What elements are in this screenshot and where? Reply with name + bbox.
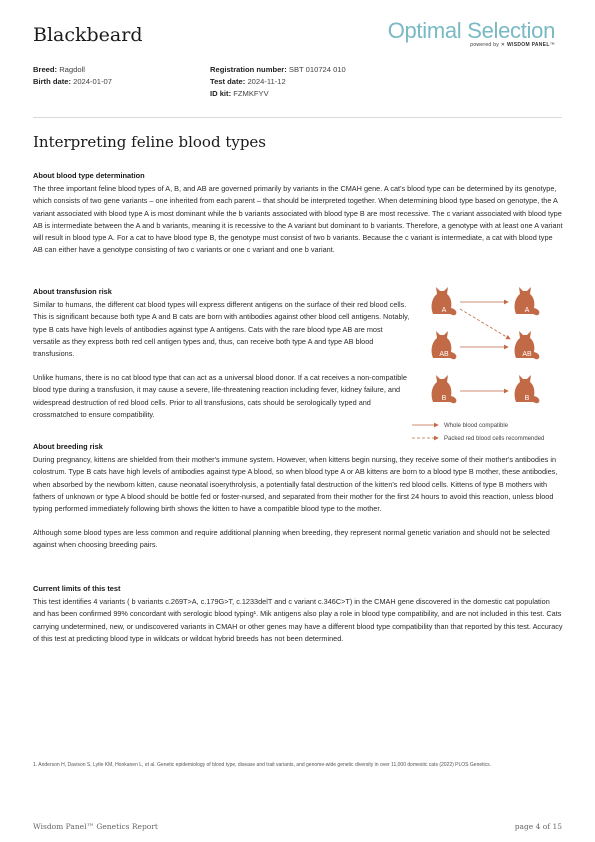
meta-birth [33, 76, 112, 88]
blood-type-section [33, 170, 563, 256]
breed-value: Ragdoll [59, 65, 85, 74]
registration-value: SBT 010724 010 [288, 65, 346, 74]
legend-solid-label: Whole blood compatible [444, 423, 509, 429]
kit-value: FZMKFYV [233, 89, 269, 98]
cat-label-ab-recipient: AB [522, 351, 532, 358]
footer-page-number: page 4 of 15 [514, 822, 562, 831]
transfusion-text-1: Similar to humans, the different cat blood types will express different antigens on the surface of their red blood cells. This is significant because both type A and B cats are born with antibodies against other blood cell antigens. Notably, type B cats have high levels of antibodies against type A antigens. Cats with the rare blood type AB are most versatile as they express both red cell antigen types and, thus, can receive both type A and type AB blood transfusions. [33, 300, 410, 359]
arrow-a-to-ab-dashed [460, 309, 510, 339]
limits-text: This test identifies 4 variants ( b variants c.269T>A, c.179G>T, c.1233delT and c variant c.346C>T) in the CMAH gene discovered in the domestic cat population and has been confirmed 99% concordant with serologic blood typing¹. Mik antigens also play a role in blood type compatibility, and are not included in this test. Cats carrying undetermined, new, or undiscovered variants in CMAH or other genes may have a different blood type compatibility than that reported by this test. Accuracy of this test at predicting blood type in wildcats or wildcat hybrid breeds has not been determined. [33, 597, 563, 643]
wisdom-panel-icon: ✕ [500, 42, 506, 48]
meta-test-date [210, 76, 346, 88]
breeding-text-2: Although some blood types are less common and require additional planning when breeding, they represent normal genetic variation and should not be selected against when choosing breeding pairs. [33, 528, 550, 550]
test-date-label: Test date: [210, 77, 246, 86]
limits-section [33, 583, 563, 645]
registration-label: Registration number: [210, 65, 287, 74]
meta-breed [33, 64, 112, 76]
breed-label: Breed: [33, 65, 58, 74]
cat-label-b-recipient: B [524, 395, 530, 402]
legend-dashed-label: Packed red blood cells recommended [444, 436, 545, 442]
breeding-heading: About breeding risk [33, 442, 103, 451]
cat-label-a-donor: A [441, 307, 447, 314]
meta-registration [210, 64, 346, 76]
birth-label: Birth date: [33, 77, 71, 86]
transfusion-heading: About transfusion risk [33, 287, 112, 296]
cat-label-b-donor: B [441, 395, 447, 402]
kit-label: ID kit: [210, 89, 232, 98]
brand-logo [388, 18, 555, 48]
transfusion-text-2: Unlike humans, there is no cat blood type that can act as a universal blood donor. If a cat receives a non-compatible blood type during a transfusion, it may cause a severe, life-threatening reaction including fever, kidney failure, and widespread destruction of red blood cells. Prior to all transfusions, cats should be serologically typed and crossmatched to ensure compatibility. [33, 373, 407, 419]
meta-left [33, 64, 112, 88]
footer-report-name: Wisdom Panel™ Genetics Report [33, 822, 158, 831]
pet-name: Blackbeard [33, 24, 143, 46]
blood-type-text: The three important feline blood types of A, B, and AB are governed primarily by variants in the CMAH gene. A cat's blood type can be determined by its genotype, which consists of two gene variants – one inherited from each parent – that should be interpreted together. When determining blood type based on genotype, the A variant associated with blood type A is most dominant while the b variants associated with blood type B are most recessive. The c variant associated with blood type AB is intermediate between the A and b variants, meaning it is recessive to the A variant but dominant to b variants. Therefore, a genotype with at least one A variant will result in blood type A. For a cat to have blood type B, the genotype must consist of two b variants. Because the c variant is intermediate, a cat with blood type AB can either have a genotype consisting of two c variants or one c variant and one b variant. [33, 184, 563, 255]
limits-heading: Current limits of this test [33, 584, 121, 593]
brand-powered-by: powered by [470, 42, 500, 48]
breeding-text-1: During pregnancy, kittens are shielded from their mother's immune system. However, when kittens begin nursing, they receive some of their mother's antibodies in colostrum. Type B cats have high levels of antibodies against type A blood, so when blood type A or AB kittens are born to a blood type B mother, these antibodies, when absorbed by the newborn kitten, cause neonatal isoerythrolysis, a potentially fatal destruction of the kitten's red blood cells. Kittens of type B mothers with fathers of unknown or type A blood should be bottle fed or foster-nursed, and separated from their mother for the first 24 hours to avoid this reaction, unless blood typing performed immediately following birth shows the kitten to have a compatible blood type to the mother. [33, 455, 558, 514]
birth-value: 2024-01-07 [73, 77, 112, 86]
cat-label-ab-donor: AB [439, 351, 449, 358]
breeding-section [33, 441, 563, 552]
header-divider [33, 117, 562, 118]
test-date-value: 2024-11-12 [247, 77, 286, 86]
brand-tm: ™ [549, 42, 555, 48]
transfusion-section [33, 286, 410, 421]
blood-type-heading: About blood type determination [33, 171, 145, 180]
footnote: 1. Anderson H, Davison S, Lytle KM, Honkanen L, et al. Genetic epidemiology of blood type, disease and trait variants, and genome-wide genetic diversity in over 11,000 domestic cats (2022) PLOS Genetics. [33, 762, 492, 768]
section-title: Interpreting feline blood types [33, 133, 267, 151]
brand-name: Optimal Selection [387, 18, 555, 43]
meta-kit [210, 88, 346, 100]
brand-wisdom-panel: WISDOM PANEL [507, 42, 550, 48]
meta-right [210, 64, 346, 100]
cat-label-a-recipient: A [524, 307, 530, 314]
transfusion-diagram [410, 284, 570, 444]
